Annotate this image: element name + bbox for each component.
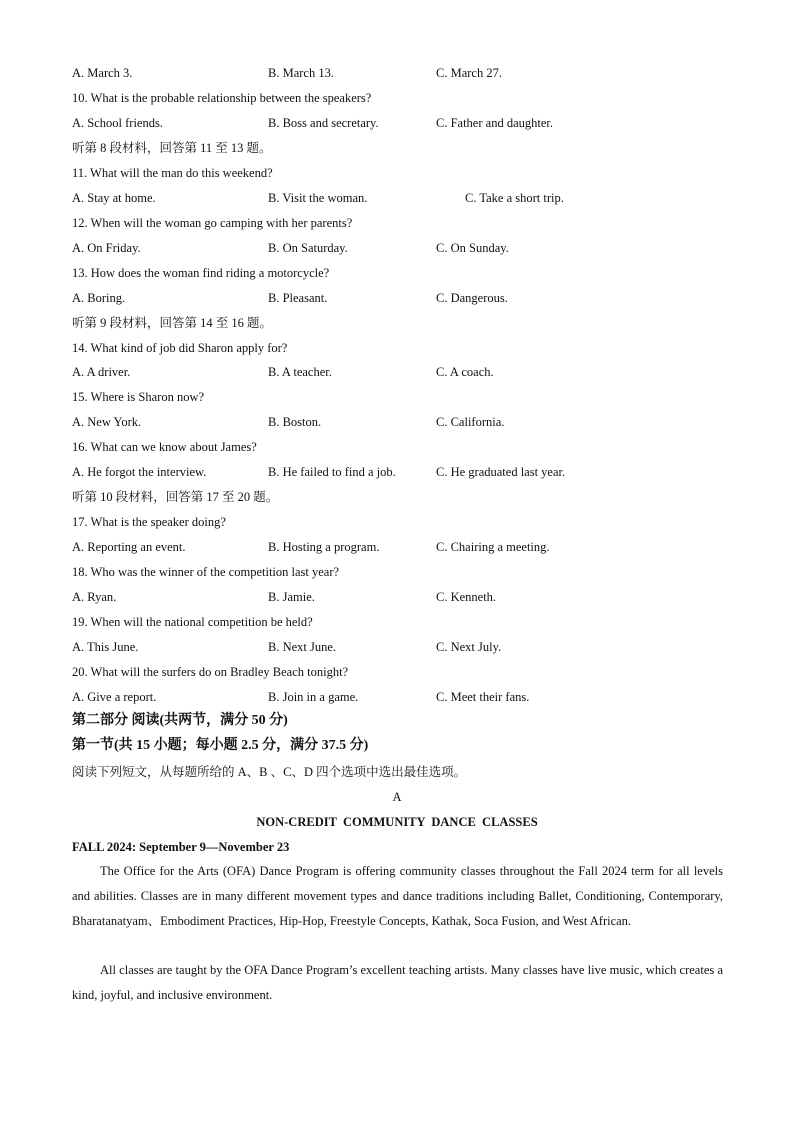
q19-option-c: C. Next July. — [436, 640, 502, 654]
q18-option-a: A. Ryan. — [72, 590, 117, 604]
part-2-heading: 第二部分 阅读(共两节，满分 50 分) — [72, 713, 288, 728]
q20-option-c: C. Meet their fans. — [436, 690, 530, 704]
q17-option-b: B. Hosting a program. — [268, 540, 380, 554]
section-10-instruction: 听第 10 段材料，回答第 17 至 20 题。 — [72, 490, 279, 504]
q10-option-a: A. School friends. — [72, 116, 163, 130]
reading-instructions: 阅读下列短文，从每题所给的 A、B 、C、D 四个选项中选出最佳选项。 — [72, 765, 467, 779]
q12-text: 12. When will the woman go camping with her parents? — [72, 216, 353, 230]
passage-title: NON-CREDIT COMMUNITY DANCE CLASSES — [256, 815, 538, 829]
q10-option-b: B. Boss and secretary. — [268, 116, 379, 130]
q16-option-b: B. He failed to find a job. — [268, 465, 396, 479]
q18-option-b: B. Jamie. — [268, 590, 315, 604]
q13-option-b: B. Pleasant. — [268, 291, 328, 305]
q16-option-c: C. He graduated last year. — [436, 465, 566, 479]
q16-option-a: A. He forgot the interview. — [72, 465, 207, 479]
passage-dates: FALL 2024: September 9—November 23 — [72, 840, 290, 854]
q20-option-a: A. Give a report. — [72, 690, 157, 704]
q12-option-b: B. On Saturday. — [268, 241, 348, 255]
section-8-instruction: 听第 8 段材料，回答第 11 至 13 题。 — [72, 141, 272, 155]
q17-option-c: C. Chairing a meeting. — [436, 540, 550, 554]
q18-option-c: C. Kenneth. — [436, 590, 497, 604]
q10-text: 10. What is the probable relationship between the speakers? — [72, 91, 372, 105]
q16-text: 16. What can we know about James? — [72, 440, 257, 454]
passage-paragraph-2: All classes are taught by the OFA Dance Program’s excellent teaching artists. Many classes have live music, which creates a kind, joyful, and inclusive environment. — [72, 963, 723, 1002]
q15-option-b: B. Boston. — [268, 415, 322, 429]
q12-option-a: A. On Friday. — [72, 241, 141, 255]
section-1-heading: 第一节(共 15 小题；每小题 2.5 分，满分 37.5 分) — [72, 738, 369, 753]
q13-option-a: A. Boring. — [72, 291, 126, 305]
q14-option-b: B. A teacher. — [268, 365, 332, 379]
q13-option-c: C. Dangerous. — [436, 291, 508, 305]
q19-text: 19. When will the national competition be held? — [72, 615, 313, 629]
q11-text: 11. What will the man do this weekend? — [72, 166, 273, 180]
q19-option-a: A. This June. — [72, 640, 139, 654]
passage-label: A — [392, 790, 402, 804]
q11-option-b: B. Visit the woman. — [268, 191, 368, 205]
q17-text: 17. What is the speaker doing? — [72, 515, 226, 529]
q12-option-c: C. On Sunday. — [436, 241, 509, 255]
q9-option-b: B. March 13. — [268, 66, 334, 80]
q14-text: 14. What kind of job did Sharon apply for? — [72, 341, 288, 355]
q15-text: 15. Where is Sharon now? — [72, 390, 205, 404]
q13-text: 13. How does the woman find riding a motorcycle? — [72, 266, 330, 280]
q11-option-a: A. Stay at home. — [72, 191, 156, 205]
q15-option-a: A. New York. — [72, 415, 142, 429]
q11-option-c: C. Take a short trip. — [465, 191, 564, 205]
q17-option-a: A. Reporting an event. — [72, 540, 186, 554]
q15-option-c: C. California. — [436, 415, 505, 429]
q14-option-c: C. A coach. — [436, 365, 494, 379]
q14-option-a: A. A driver. — [72, 365, 131, 379]
q9-option-a: A. March 3. — [72, 66, 133, 80]
q9-option-c: C. March 27. — [436, 66, 502, 80]
q20-text: 20. What will the surfers do on Bradley Beach tonight? — [72, 665, 349, 679]
q19-option-b: B. Next June. — [268, 640, 337, 654]
q20-option-b: B. Join in a game. — [268, 690, 359, 704]
passage-paragraph-1: The Office for the Arts (OFA) Dance Program is offering community classes throughout the Fall 2024 term for all levels and abilities. Classes are in many different movement types and dance traditions including Ballet, Conditioning, Contemporary, Bharatanatyam、Embodiment Practices, Hip-Hop, Freestyle Concepts, Kathak, Soca Fusion, and West African. — [72, 864, 723, 928]
section-9-instruction: 听第 9 段材料，回答第 14 至 16 题。 — [72, 316, 273, 330]
q10-option-c: C. Father and daughter. — [436, 116, 553, 130]
q18-text: 18. Who was the winner of the competition last year? — [72, 565, 340, 579]
